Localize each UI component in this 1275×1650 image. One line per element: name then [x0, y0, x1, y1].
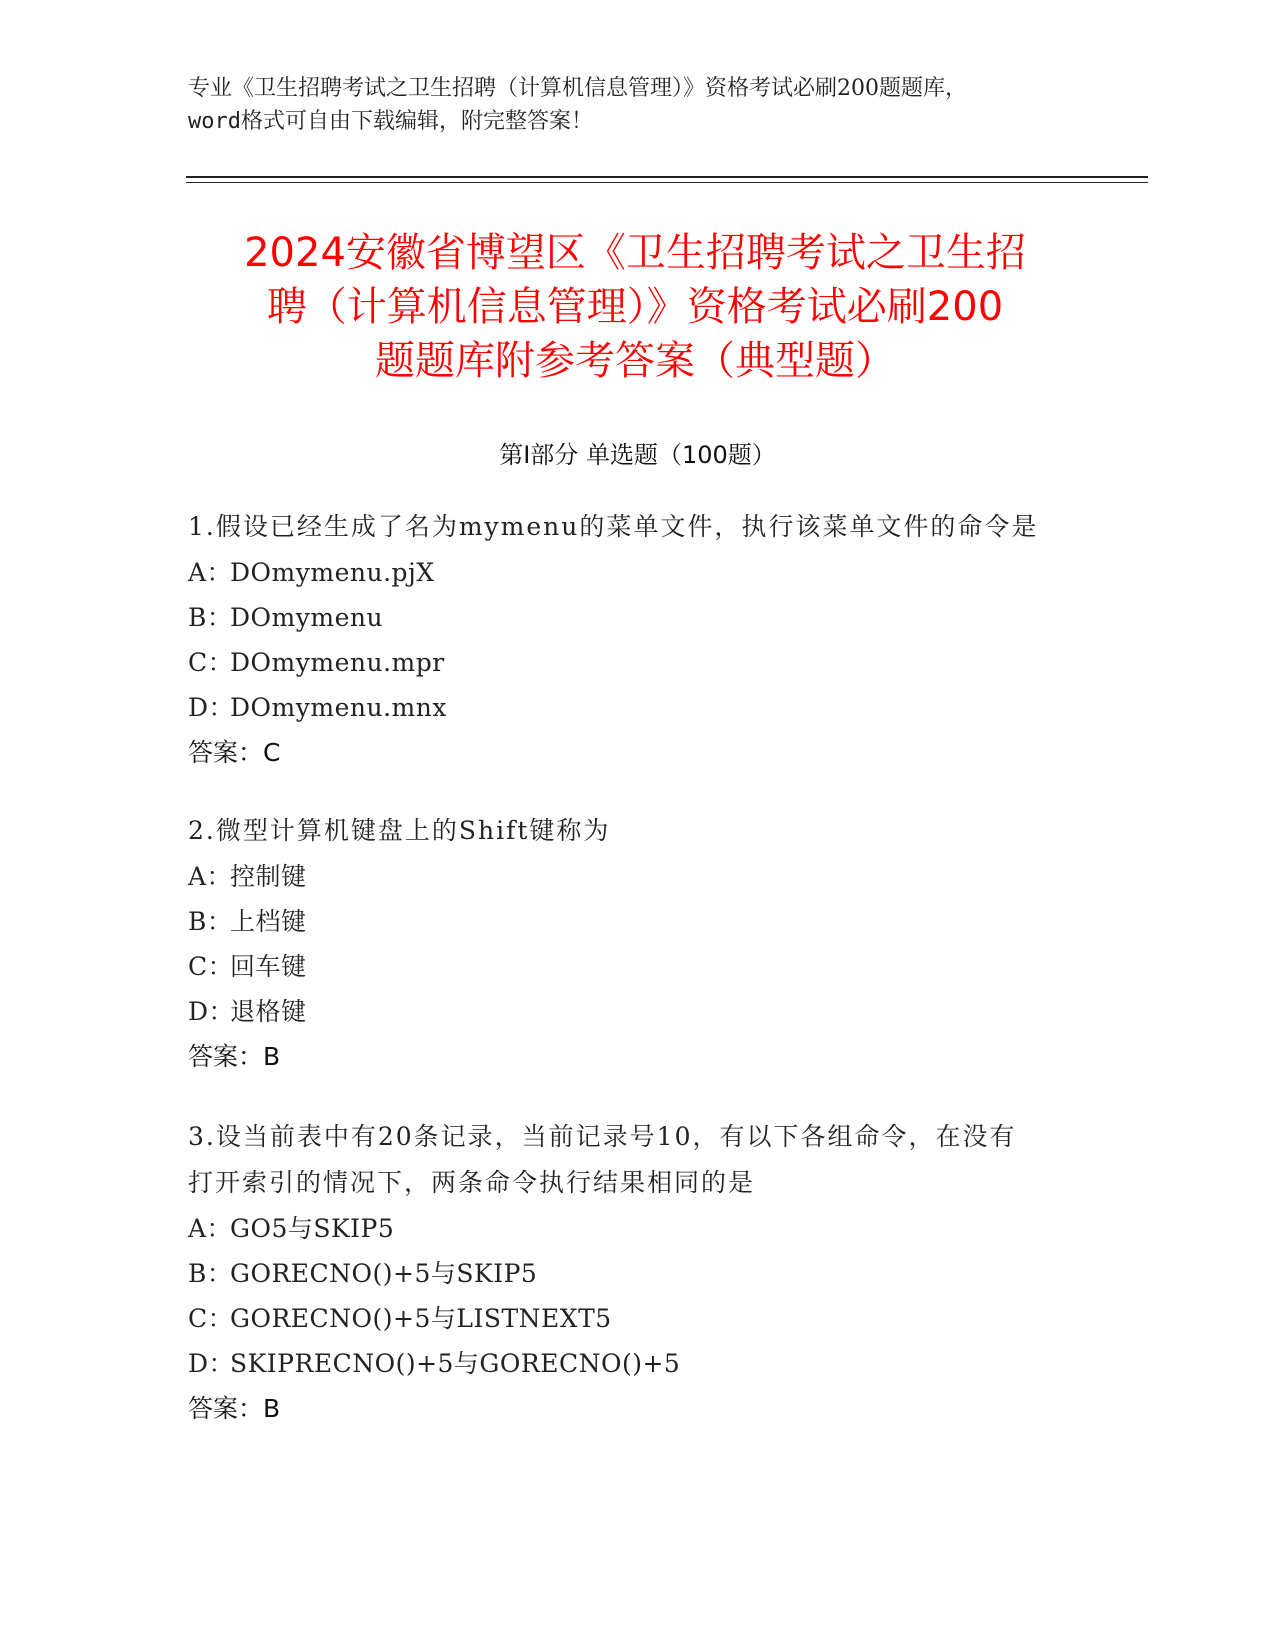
option-a	[188, 854, 1088, 899]
document-title-line-2: 聘（计算机信息管理）》资格考试必刷200	[266, 284, 1004, 330]
option-text: 上档键	[230, 907, 307, 936]
question-3	[188, 1114, 1088, 1431]
option-b	[188, 899, 1088, 944]
option-letter: A：	[188, 558, 233, 587]
answer-label: 答案：C	[188, 738, 281, 767]
option-letter: D：	[188, 693, 235, 722]
section-title: 第Ⅰ部分 单选题（100题）	[499, 441, 776, 469]
option-letter: C：	[188, 648, 234, 677]
option-letter: C：	[188, 952, 234, 981]
option-text: SKIPRECNO()+5与GORECNO()+5	[230, 1349, 681, 1378]
option-c	[188, 1296, 1088, 1341]
option-d	[188, 989, 1088, 1034]
answer-label: 答案：B	[188, 1042, 281, 1071]
option-d	[188, 1341, 1088, 1386]
option-letter: D：	[188, 1349, 235, 1378]
document-title-line-3: 题题库附参考答案（典型题）	[375, 338, 895, 384]
option-text: GO5与SKIP5	[230, 1214, 395, 1243]
header-note-line-1: 专业《卫生招聘考试之卫生招聘（计算机信息管理）》资格考试必刷200题题库，	[188, 76, 967, 101]
option-c	[188, 944, 1088, 989]
option-letter: A：	[188, 1214, 233, 1243]
option-text: 退格键	[230, 997, 307, 1026]
option-d	[188, 685, 1088, 730]
option-text: DOmymenu.mnx	[230, 693, 447, 722]
question-stem: 2.微型计算机键盘上的Shift键称为	[188, 816, 611, 845]
option-text: 回车键	[230, 952, 307, 981]
answer-label: 答案：B	[188, 1394, 281, 1423]
option-a	[188, 1206, 1088, 1251]
option-text: 控制键	[230, 862, 307, 891]
header-divider-thick	[186, 176, 1148, 178]
option-letter: B：	[188, 907, 233, 936]
option-letter: C：	[188, 1304, 234, 1333]
question-stem: 1.假设已经生成了名为mymenu的菜单文件，执行该菜单文件的命令是	[188, 512, 1039, 541]
option-b	[188, 595, 1088, 640]
option-c	[188, 640, 1088, 685]
option-letter: A：	[188, 862, 233, 891]
option-b	[188, 1251, 1088, 1296]
document-title	[180, 226, 1090, 388]
option-a	[188, 550, 1088, 595]
header-note	[188, 72, 1088, 138]
option-text: DOmymenu	[230, 603, 384, 632]
question-1	[188, 504, 1088, 775]
question-stem-line-2: 打开索引的情况下，两条命令执行结果相同的是	[188, 1168, 756, 1197]
option-letter: D：	[188, 997, 235, 1026]
header-note-line-2: word格式可自由下载编辑，附完整答案！	[188, 109, 593, 134]
question-2	[188, 808, 1088, 1079]
header-divider-thin	[186, 182, 1148, 183]
question-stem-line-1: 3.设当前表中有20条记录，当前记录号10，有以下各组命令，在没有	[188, 1122, 1017, 1151]
option-letter: B：	[188, 1259, 233, 1288]
option-text: DOmymenu.mpr	[230, 648, 445, 677]
document-title-line-1: 2024安徽省博望区《卫生招聘考试之卫生招	[244, 230, 1026, 276]
option-letter: B：	[188, 603, 233, 632]
option-text: DOmymenu.pjX	[230, 558, 435, 587]
option-text: GORECNO()+5与LISTNEXT5	[230, 1304, 612, 1333]
option-text: GORECNO()+5与SKIP5	[230, 1259, 538, 1288]
